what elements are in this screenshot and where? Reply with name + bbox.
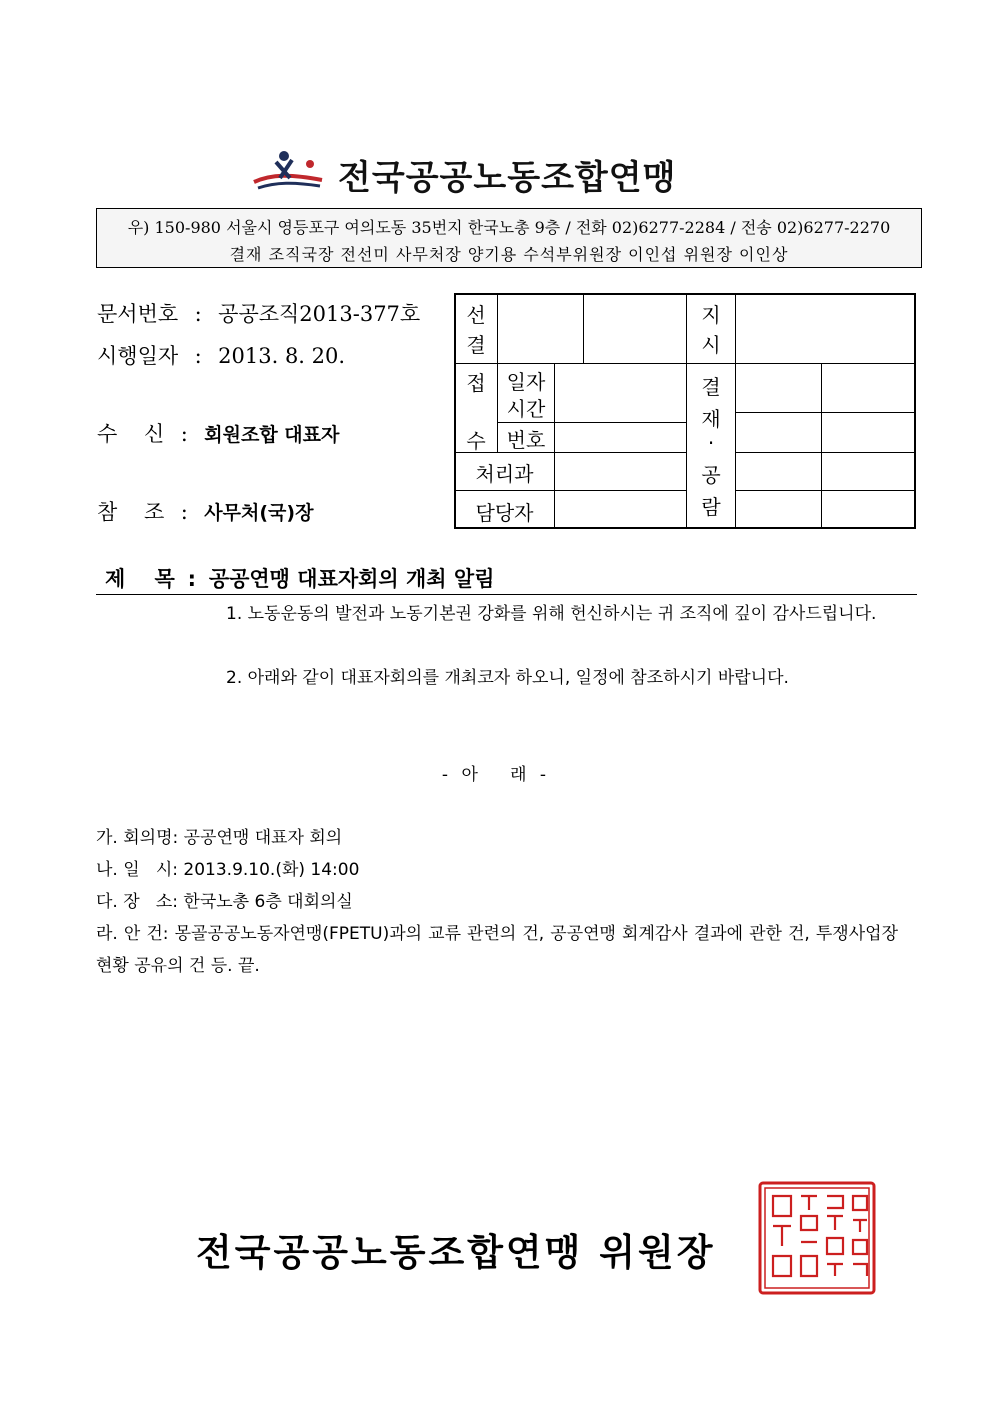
official-seal-stamp — [757, 1180, 877, 1296]
address-box — [96, 208, 922, 268]
approval-char-1: 결 — [701, 375, 721, 399]
date-label: 시행일자 — [97, 344, 179, 368]
separator: : — [187, 567, 197, 591]
doc-number-label: 문서번호 — [97, 302, 179, 326]
org-title: 전국공공노동조합연맹 — [338, 158, 677, 198]
separator: : — [194, 344, 202, 368]
body-paragraph-1 — [96, 598, 898, 630]
approval-line: 결재 조직국장 전선미 사무처장 양기용 수석부위원장 이인섭 위원장 이인상 — [229, 245, 789, 264]
subject-label: 제 목 — [105, 567, 175, 591]
cell-approval-1 — [735, 363, 822, 413]
subject-value: 공공연맹 대표자회의 개최 알림 — [208, 567, 495, 591]
separator: : — [194, 302, 202, 326]
address-line: 우) 150-980 서울시 영등포구 여의도동 35번지 한국노총 9층 / 전화 02)6277-2284 / 전송 02)6277-2270 — [127, 218, 891, 237]
cell-approval-2 — [821, 363, 916, 413]
doc-number-value: 공공조직2013-377호 — [218, 302, 421, 326]
cell-number-value — [554, 422, 687, 453]
cell-seongyeol-1 — [497, 293, 584, 364]
date-row — [97, 340, 345, 370]
cell-seongyeol-2 — [583, 293, 687, 364]
seongyeol-char-1: 선 — [466, 303, 486, 327]
approval-char-2: 재 — [701, 407, 721, 431]
recipient-row — [97, 418, 339, 448]
datetime-label-1: 일자 — [506, 370, 546, 394]
list-item: 가. 회의명: 공공연맹 대표자 회의 — [96, 828, 343, 848]
cell-person-value — [554, 490, 687, 529]
list-item: 나. 일 시: 2013.9.10.(화) 14:00 — [96, 860, 360, 880]
recipient-value: 회원조합 대표자 — [204, 424, 340, 446]
cell-datetime-value — [554, 363, 687, 423]
jeopsu-char-2: 수 — [466, 429, 486, 453]
cell-processing-dept-value — [554, 452, 687, 491]
signature-line: 전국공공노동조합연맹 위원장 — [196, 1231, 716, 1274]
cell-jisi-value — [735, 293, 916, 364]
datetime-label-2: 시간 — [506, 397, 546, 421]
union-emblem-icon — [250, 148, 330, 194]
list-item: 다. 장 소: 한국노총 6층 대회의실 — [96, 892, 353, 912]
separator: : — [180, 500, 188, 524]
cell-approval-3 — [735, 412, 822, 453]
person-in-charge-label: 담당자 — [475, 501, 534, 525]
recipient-label: 수 신 — [97, 422, 165, 446]
approval-grid — [454, 293, 916, 529]
below-marker: - 아 래 - — [441, 765, 551, 785]
list-item: 라. 안 건: 몽골공공노동자연맹(FPETU)과의 교류 관련의 건, 공공연맹 회계감사 결과에 관한 건, 투쟁사업장 현황 공유의 건 등. 끝. — [96, 924, 898, 976]
number-label: 번호 — [506, 428, 546, 452]
reference-row — [97, 496, 313, 526]
approval-char-3: · — [707, 431, 715, 455]
cell-approval-4 — [821, 412, 916, 453]
subject-divider — [96, 594, 917, 595]
cell-approval-5 — [735, 452, 822, 491]
cell-approval-6 — [821, 452, 916, 491]
approval-char-5: 람 — [701, 495, 721, 519]
processing-dept-label: 처리과 — [475, 462, 534, 486]
jeopsu-char-1: 접 — [466, 371, 486, 395]
subject-row — [105, 563, 494, 593]
org-logo — [250, 148, 740, 198]
jisi-char-1: 지 — [701, 303, 721, 327]
approval-char-4: 공 — [701, 463, 721, 487]
cell-approval-8 — [821, 490, 916, 529]
reference-label: 참 조 — [97, 500, 165, 524]
seongyeol-char-2: 결 — [466, 333, 486, 357]
separator: : — [180, 422, 188, 446]
paragraph-2-text: 2. 아래와 같이 대표자회의를 개최코자 하오니, 일정에 참조하시기 바랍니다. — [226, 668, 789, 688]
paragraph-1-text: 1. 노동운동의 발전과 노동기본권 강화를 위해 헌신하시는 귀 조직에 깊이 감사드립니다. — [226, 604, 877, 624]
cell-approval-7 — [735, 490, 822, 529]
jisi-char-2: 시 — [701, 333, 721, 357]
date-value: 2013. 8. 20. — [218, 344, 346, 368]
reference-value: 사무처(국)장 — [204, 502, 314, 524]
doc-number-row — [97, 298, 420, 328]
body-paragraph-2 — [96, 662, 898, 694]
